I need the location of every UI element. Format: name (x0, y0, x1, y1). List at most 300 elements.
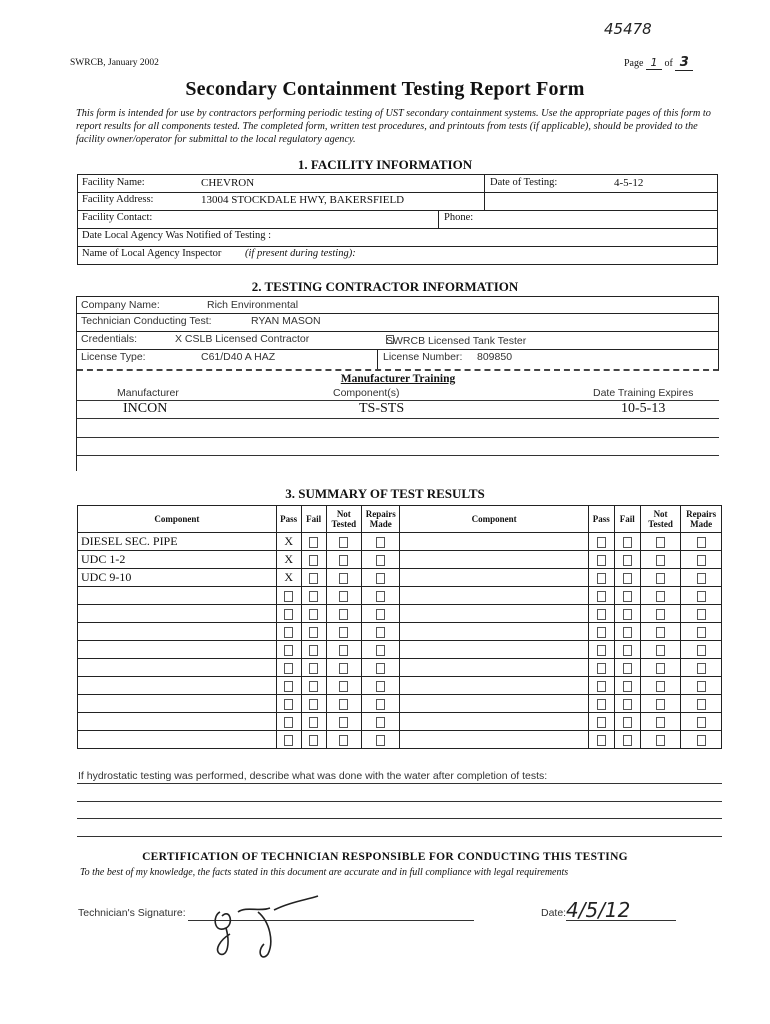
not-tested-right-cell[interactable] (640, 623, 681, 641)
pass-right-cell[interactable] (588, 587, 614, 605)
component-col-label: Component(s) (333, 387, 400, 399)
repairs-right-cell[interactable] (681, 587, 722, 605)
repairs-left-cell[interactable] (362, 677, 400, 695)
document-number: 45478 (604, 20, 652, 38)
repairs-right-cell[interactable] (681, 731, 722, 749)
inspector-label: Name of Local Agency Inspector (82, 248, 222, 259)
component-right-cell[interactable] (400, 623, 588, 641)
pass-right-checkbox[interactable] (597, 627, 606, 638)
fail-left-cell[interactable] (301, 641, 326, 659)
component-left-cell[interactable] (78, 659, 277, 677)
not-tested-right-cell[interactable] (640, 659, 681, 677)
page-label: Page (624, 58, 644, 69)
table-row (78, 551, 722, 569)
table-row (78, 731, 722, 749)
fail-left-checkbox[interactable] (309, 681, 318, 692)
fail-left-checkbox[interactable] (309, 735, 318, 746)
repairs-right-checkbox[interactable] (697, 537, 706, 548)
hydro-line-1[interactable] (77, 783, 722, 784)
pass-right-cell[interactable] (588, 731, 614, 749)
license-type-label: License Type: (81, 351, 146, 363)
fail-left-cell[interactable] (301, 551, 326, 569)
pass-right-checkbox[interactable] (597, 555, 606, 566)
fail-right-checkbox[interactable] (623, 609, 632, 620)
fail-right-cell[interactable] (614, 569, 640, 587)
header-not-tested-right: Not Tested (640, 506, 681, 533)
facility-address-value[interactable]: 13004 STOCKDALE HWY, BAKERSFIELD (201, 194, 405, 206)
table-row (78, 659, 722, 677)
company-value[interactable]: Rich Environmental (207, 299, 299, 311)
component-right-cell[interactable] (400, 713, 588, 731)
technician-value[interactable]: RYAN MASON (251, 315, 321, 327)
pass-left-checkbox[interactable] (284, 591, 293, 602)
fail-right-checkbox[interactable] (623, 699, 632, 710)
agency-notified-row (78, 228, 717, 247)
repairs-left-cell[interactable] (362, 713, 400, 731)
inspector-row (78, 246, 717, 265)
component-right-cell[interactable] (400, 605, 588, 623)
pass-left-cell[interactable] (276, 731, 301, 749)
fail-right-checkbox[interactable] (623, 663, 632, 674)
component-left-cell[interactable] (78, 695, 277, 713)
pass-left-cell[interactable] (276, 641, 301, 659)
not-tested-left-cell[interactable] (326, 569, 361, 587)
fail-left-checkbox[interactable] (309, 609, 318, 620)
fail-right-cell[interactable] (614, 641, 640, 659)
facility-info-box (77, 174, 718, 265)
header-fail-right: Fail (614, 506, 640, 533)
component-right-cell[interactable] (400, 551, 588, 569)
repairs-right-cell[interactable] (681, 551, 722, 569)
not-tested-right-checkbox[interactable] (656, 627, 665, 638)
fail-left-cell[interactable] (301, 659, 326, 677)
page-current: 1 (646, 56, 662, 70)
repairs-right-cell[interactable] (681, 659, 722, 677)
fail-right-cell[interactable] (614, 551, 640, 569)
not-tested-left-checkbox[interactable] (339, 717, 348, 728)
pass-right-checkbox[interactable] (597, 609, 606, 620)
repairs-left-checkbox[interactable] (376, 681, 385, 692)
fail-left-checkbox[interactable] (309, 717, 318, 728)
section1-heading: 1. FACILITY INFORMATION (297, 157, 473, 172)
not-tested-left-checkbox[interactable] (339, 663, 348, 674)
component-left-cell[interactable] (78, 587, 277, 605)
facility-contact-row (78, 210, 717, 229)
component-value[interactable]: TS-STS (359, 401, 405, 416)
not-tested-left-checkbox[interactable] (339, 735, 348, 746)
pass-right-cell[interactable] (588, 623, 614, 641)
pass-right-checkbox[interactable] (597, 735, 606, 746)
technician-signature (190, 882, 340, 972)
inspector-note: (if present during testing): (245, 248, 356, 259)
repairs-right-cell[interactable] (681, 623, 722, 641)
not-tested-right-checkbox[interactable] (656, 609, 665, 620)
facility-name-value[interactable]: CHEVRON (201, 177, 255, 189)
repairs-left-checkbox[interactable] (376, 609, 385, 620)
component-right-cell[interactable] (400, 695, 588, 713)
certification-heading: CERTIFICATION OF TECHNICIAN RESPONSIBLE FOR CONDUCTING THIS TESTING (142, 851, 628, 863)
repairs-left-cell[interactable] (362, 551, 400, 569)
table-row (78, 641, 722, 659)
credentials-row (77, 331, 719, 350)
pass-right-checkbox[interactable] (597, 591, 606, 602)
header-pass-left: Pass (276, 506, 301, 533)
not-tested-left-cell[interactable] (326, 659, 361, 677)
fail-right-cell[interactable] (614, 659, 640, 677)
not-tested-right-cell[interactable] (640, 569, 681, 587)
repairs-right-cell[interactable] (681, 695, 722, 713)
repairs-left-checkbox[interactable] (376, 645, 385, 656)
repairs-right-checkbox[interactable] (697, 735, 706, 746)
repairs-right-checkbox[interactable] (697, 717, 706, 728)
not-tested-right-checkbox[interactable] (656, 645, 665, 656)
fail-right-cell[interactable] (614, 695, 640, 713)
fail-right-checkbox[interactable] (623, 537, 632, 548)
fail-left-checkbox[interactable] (309, 537, 318, 548)
pass-right-checkbox[interactable] (597, 537, 606, 548)
pass-left-cell[interactable] (276, 713, 301, 731)
certification-statement: To the best of my knowledge, the facts stated in this document are accurate and in full compliance with legal requirements (80, 867, 569, 878)
not-tested-right-cell[interactable] (640, 695, 681, 713)
pass-right-cell[interactable] (588, 641, 614, 659)
component-left-cell[interactable] (78, 677, 277, 695)
hydro-line-2[interactable] (77, 801, 722, 802)
form-id: SWRCB, January 2002 (70, 58, 159, 68)
pass-left-cell[interactable]: X (276, 551, 301, 569)
fail-right-checkbox[interactable] (623, 735, 632, 746)
section3-heading: 3. SUMMARY OF TEST RESULTS (285, 486, 485, 501)
not-tested-left-checkbox[interactable] (339, 573, 348, 584)
component-right-cell[interactable] (400, 587, 588, 605)
fail-left-cell[interactable] (301, 731, 326, 749)
agency-notified-label: Date Local Agency Was Notified of Testing : (82, 230, 272, 241)
summary-table (77, 505, 722, 749)
date-label: Date: (541, 907, 567, 919)
repairs-left-cell[interactable] (362, 641, 400, 659)
fail-left-cell[interactable] (301, 695, 326, 713)
signature-date[interactable]: 4/5/12 (566, 898, 631, 922)
not-tested-right-checkbox[interactable] (656, 663, 665, 674)
facility-address-label: Facility Address: (82, 194, 154, 205)
component-left-cell[interactable] (78, 713, 277, 731)
fail-right-checkbox[interactable] (623, 591, 632, 602)
phone-label: Phone: (444, 212, 474, 223)
repairs-left-cell[interactable] (362, 659, 400, 677)
not-tested-left-cell[interactable] (326, 551, 361, 569)
header-repairs-right: Repairs Made (681, 506, 722, 533)
repairs-right-cell[interactable] (681, 569, 722, 587)
pass-left-checkbox[interactable] (284, 609, 293, 620)
repairs-left-checkbox[interactable] (376, 699, 385, 710)
repairs-left-cell[interactable] (362, 533, 400, 551)
component-right-cell[interactable] (400, 659, 588, 677)
pass-left-checkbox[interactable] (284, 663, 293, 674)
hydro-line-4[interactable] (77, 836, 722, 837)
component-left-cell[interactable]: UDC 1-2 (78, 551, 277, 569)
pass-right-cell[interactable] (588, 605, 614, 623)
swrcb-label: SWRCB Licensed Tank Tester (386, 335, 527, 347)
repairs-left-checkbox[interactable] (376, 627, 385, 638)
not-tested-right-checkbox[interactable] (656, 735, 665, 746)
not-tested-right-checkbox[interactable] (656, 573, 665, 584)
date-testing-label: Date of Testing: (490, 177, 558, 188)
pass-right-cell[interactable] (588, 695, 614, 713)
fail-left-cell[interactable] (301, 605, 326, 623)
pass-left-cell[interactable] (276, 659, 301, 677)
company-row (77, 297, 719, 314)
repairs-left-cell[interactable] (362, 623, 400, 641)
repairs-right-checkbox[interactable] (697, 609, 706, 620)
component-left-cell[interactable] (78, 641, 277, 659)
license-number-label: License Number: (383, 351, 463, 363)
repairs-left-checkbox[interactable] (376, 573, 385, 584)
header-component-left: Component (78, 506, 277, 533)
license-row (77, 349, 719, 371)
fail-right-cell[interactable] (614, 731, 640, 749)
form-title: Secondary Containment Testing Report Form (185, 78, 585, 100)
pass-right-cell[interactable] (588, 533, 614, 551)
pass-left-cell[interactable] (276, 677, 301, 695)
not-tested-right-checkbox[interactable] (656, 699, 665, 710)
repairs-right-checkbox[interactable] (697, 663, 706, 674)
pass-right-cell[interactable] (588, 677, 614, 695)
not-tested-right-cell[interactable] (640, 587, 681, 605)
pass-left-cell[interactable]: X (276, 533, 301, 551)
repairs-right-checkbox[interactable] (697, 555, 706, 566)
fail-left-checkbox[interactable] (309, 573, 318, 584)
training-heading: Manufacturer Training (340, 373, 456, 385)
facility-address-row (78, 192, 717, 211)
fail-left-cell[interactable] (301, 587, 326, 605)
table-row (78, 623, 722, 641)
technician-label: Technician Conducting Test: (81, 315, 212, 327)
table-row (78, 569, 722, 587)
repairs-right-checkbox[interactable] (697, 681, 706, 692)
not-tested-left-checkbox[interactable] (339, 627, 348, 638)
header-not-tested-left: Not Tested (326, 506, 361, 533)
technician-row (77, 313, 719, 332)
not-tested-left-checkbox[interactable] (339, 555, 348, 566)
fail-right-checkbox[interactable] (623, 681, 632, 692)
pass-right-checkbox[interactable] (597, 717, 606, 728)
fail-left-checkbox[interactable] (309, 591, 318, 602)
repairs-left-cell[interactable] (362, 731, 400, 749)
repairs-right-checkbox[interactable] (697, 699, 706, 710)
component-left-cell[interactable]: DIESEL SEC. PIPE (78, 533, 277, 551)
not-tested-left-cell[interactable] (326, 587, 361, 605)
pass-right-cell[interactable] (588, 569, 614, 587)
pass-left-checkbox[interactable] (284, 699, 293, 710)
facility-contact-label: Facility Contact: (82, 212, 153, 223)
not-tested-left-cell[interactable] (326, 695, 361, 713)
pass-left-cell[interactable] (276, 623, 301, 641)
license-number-value[interactable]: 809850 (477, 351, 513, 363)
not-tested-left-cell[interactable] (326, 731, 361, 749)
fail-right-checkbox[interactable] (623, 627, 632, 638)
fail-left-cell[interactable] (301, 677, 326, 695)
table-row (78, 695, 722, 713)
repairs-left-checkbox[interactable] (376, 555, 385, 566)
not-tested-left-cell[interactable] (326, 623, 361, 641)
pass-left-checkbox[interactable] (284, 717, 293, 728)
component-left-cell[interactable] (78, 731, 277, 749)
not-tested-right-checkbox[interactable] (656, 591, 665, 602)
table-row (78, 677, 722, 695)
pass-left-cell[interactable]: X (276, 569, 301, 587)
not-tested-right-checkbox[interactable] (656, 537, 665, 548)
pass-right-checkbox[interactable] (597, 573, 606, 584)
not-tested-right-cell[interactable] (640, 641, 681, 659)
fail-left-checkbox[interactable] (309, 555, 318, 566)
repairs-left-cell[interactable] (362, 569, 400, 587)
repairs-left-checkbox[interactable] (376, 735, 385, 746)
fail-right-cell[interactable] (614, 605, 640, 623)
fail-right-checkbox[interactable] (623, 573, 632, 584)
fail-left-cell[interactable] (301, 623, 326, 641)
repairs-right-cell[interactable] (681, 641, 722, 659)
pass-left-cell[interactable] (276, 695, 301, 713)
not-tested-left-cell[interactable] (326, 533, 361, 551)
company-label: Company Name: (81, 299, 160, 311)
pass-left-cell[interactable] (276, 605, 301, 623)
not-tested-left-checkbox[interactable] (339, 537, 348, 548)
page-total: 3 (675, 55, 693, 71)
pass-right-checkbox[interactable] (597, 663, 606, 674)
not-tested-right-cell[interactable] (640, 551, 681, 569)
expires-col-label: Date Training Expires (593, 387, 694, 399)
not-tested-right-cell[interactable] (640, 731, 681, 749)
section2-heading: 2. TESTING CONTRACTOR INFORMATION (251, 279, 519, 294)
pass-left-checkbox[interactable] (284, 627, 293, 638)
pass-right-checkbox[interactable] (597, 645, 606, 656)
fail-right-cell[interactable] (614, 713, 640, 731)
header-repairs-left: Repairs Made (362, 506, 400, 533)
fail-right-cell[interactable] (614, 623, 640, 641)
repairs-right-cell[interactable] (681, 605, 722, 623)
component-right-cell[interactable] (400, 641, 588, 659)
fail-left-cell[interactable] (301, 569, 326, 587)
not-tested-right-cell[interactable] (640, 713, 681, 731)
pass-right-cell[interactable] (588, 713, 614, 731)
repairs-right-cell[interactable] (681, 533, 722, 551)
header-pass-right: Pass (588, 506, 614, 533)
not-tested-left-checkbox[interactable] (339, 699, 348, 710)
date-testing-value[interactable]: 4-5-12 (614, 177, 644, 189)
repairs-right-checkbox[interactable] (697, 627, 706, 638)
fail-right-checkbox[interactable] (623, 645, 632, 656)
fail-left-cell[interactable] (301, 533, 326, 551)
pass-right-cell[interactable] (588, 659, 614, 677)
hydro-line-3[interactable] (77, 818, 722, 819)
not-tested-right-checkbox[interactable] (656, 717, 665, 728)
component-left-cell[interactable]: UDC 9-10 (78, 569, 277, 587)
repairs-right-checkbox[interactable] (697, 573, 706, 584)
component-right-cell[interactable] (400, 569, 588, 587)
repairs-right-cell[interactable] (681, 677, 722, 695)
repairs-left-checkbox[interactable] (376, 591, 385, 602)
table-row (78, 713, 722, 731)
not-tested-left-checkbox[interactable] (339, 645, 348, 656)
not-tested-right-checkbox[interactable] (656, 555, 665, 566)
pass-right-cell[interactable] (588, 551, 614, 569)
fail-left-checkbox[interactable] (309, 663, 318, 674)
component-right-cell[interactable] (400, 533, 588, 551)
date-line (566, 920, 676, 921)
repairs-left-cell[interactable] (362, 695, 400, 713)
fail-right-checkbox[interactable] (623, 717, 632, 728)
fail-left-cell[interactable] (301, 713, 326, 731)
repairs-left-checkbox[interactable] (376, 717, 385, 728)
not-tested-left-cell[interactable] (326, 713, 361, 731)
facility-name-label: Facility Name: (82, 177, 145, 188)
manufacturer-value[interactable]: INCON (123, 401, 168, 416)
pass-left-cell[interactable] (276, 587, 301, 605)
expires-value[interactable]: 10-5-13 (621, 401, 666, 416)
table-row (78, 587, 722, 605)
page-of-label: of (664, 58, 673, 69)
not-tested-right-cell[interactable] (640, 677, 681, 695)
fail-left-checkbox[interactable] (309, 645, 318, 656)
repairs-left-cell[interactable] (362, 587, 400, 605)
fail-right-cell[interactable] (614, 533, 640, 551)
repairs-right-cell[interactable] (681, 713, 722, 731)
not-tested-right-cell[interactable] (640, 533, 681, 551)
credentials-label: Credentials: (81, 333, 138, 345)
not-tested-left-checkbox[interactable] (339, 591, 348, 602)
component-left-cell[interactable] (78, 605, 277, 623)
table-row (78, 533, 722, 551)
component-left-cell[interactable] (78, 623, 277, 641)
component-right-cell[interactable] (400, 731, 588, 749)
not-tested-left-cell[interactable] (326, 605, 361, 623)
cslb-checkbox[interactable]: X CSLB Licensed Contractor (175, 333, 310, 345)
fail-right-checkbox[interactable] (623, 555, 632, 566)
license-type-value[interactable]: C61/D40 A HAZ (201, 351, 276, 363)
repairs-left-checkbox[interactable] (376, 537, 385, 548)
table-row (78, 605, 722, 623)
not-tested-right-checkbox[interactable] (656, 681, 665, 692)
not-tested-right-cell[interactable] (640, 605, 681, 623)
not-tested-left-cell[interactable] (326, 641, 361, 659)
repairs-left-checkbox[interactable] (376, 663, 385, 674)
not-tested-left-cell[interactable] (326, 677, 361, 695)
form-intro: This form is intended for use by contractors performing periodic testing of UST secondary containment systems. Use the appropriate pages of this form to report results for all components tested. The completed form, written test procedures, and printouts from tests (if applicable), should be provided to the facility owner/operator for submittal to the local regulatory agency. (76, 108, 711, 145)
repairs-right-checkbox[interactable] (697, 645, 706, 656)
pass-right-checkbox[interactable] (597, 699, 606, 710)
pass-left-checkbox[interactable] (284, 681, 293, 692)
component-right-cell[interactable] (400, 677, 588, 695)
pass-left-checkbox[interactable] (284, 735, 293, 746)
not-tested-left-checkbox[interactable] (339, 681, 348, 692)
fail-right-cell[interactable] (614, 677, 640, 695)
fail-left-checkbox[interactable] (309, 699, 318, 710)
header-component-right: Component (400, 506, 588, 533)
contractor-info-box (76, 296, 719, 471)
repairs-left-cell[interactable] (362, 605, 400, 623)
hydro-note: If hydrostatic testing was performed, describe what was done with the water after completion of tests: (78, 770, 548, 782)
fail-right-cell[interactable] (614, 587, 640, 605)
facility-name-row (78, 175, 717, 193)
pass-right-checkbox[interactable] (597, 681, 606, 692)
page-indicator (624, 55, 693, 71)
not-tested-left-checkbox[interactable] (339, 609, 348, 620)
pass-left-checkbox[interactable] (284, 645, 293, 656)
header-fail-left: Fail (301, 506, 326, 533)
manufacturer-col-label: Manufacturer (117, 387, 179, 399)
signature-label: Technician's Signature: (78, 907, 186, 919)
fail-left-checkbox[interactable] (309, 627, 318, 638)
repairs-right-checkbox[interactable] (697, 591, 706, 602)
